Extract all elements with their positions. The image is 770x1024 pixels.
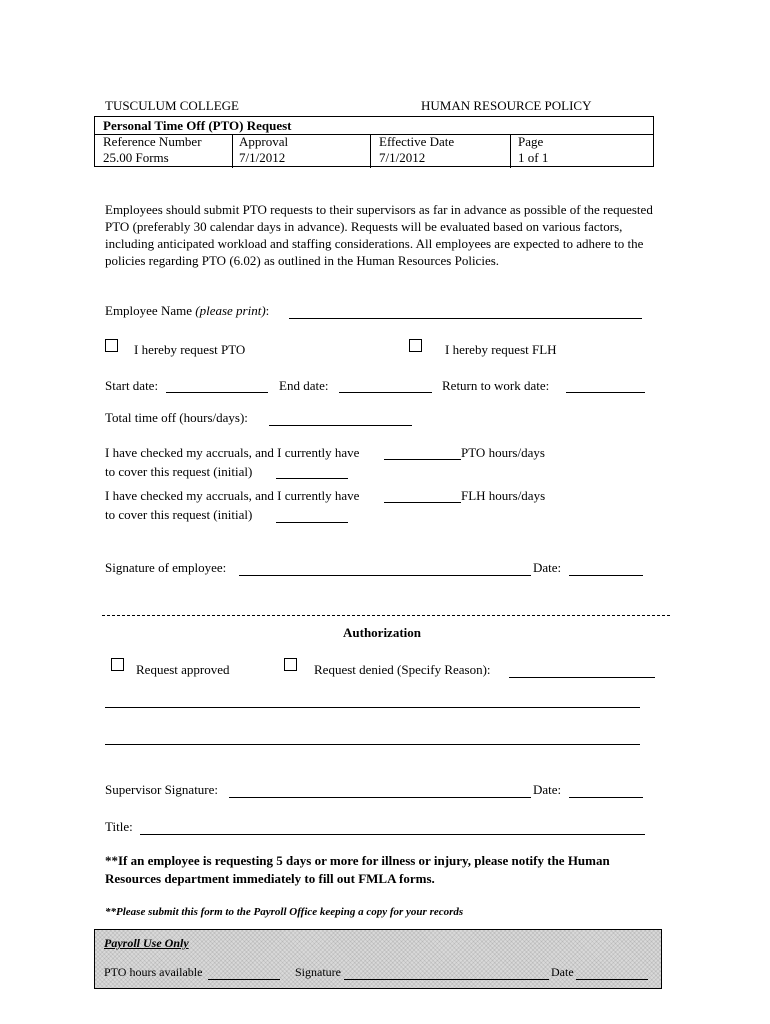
policy-info-table [94,116,654,167]
cover-pto-text: to cover this request (initial) [105,464,253,479]
effective-date-value: 7/1/2012 [379,150,426,165]
end-date-label: End date: [279,378,329,393]
total-time-label: Total time off (hours/days): [105,410,248,425]
reference-number-label: Reference Number [103,134,202,149]
request-denied-checkbox[interactable] [284,658,297,671]
employee-name-label: Employee Name (please print): [105,303,270,318]
accrual-pto-unit: PTO hours/days [461,445,545,460]
return-date-field[interactable] [566,392,645,393]
supervisor-signature-label: Supervisor Signature: [105,782,219,797]
start-date-label: Start date: [105,378,159,393]
form-title: Personal Time Off (PTO) Request [103,118,292,133]
request-approved-label: Request approved [136,662,230,677]
title-field[interactable] [140,834,645,835]
denied-reason-field[interactable] [509,677,655,678]
employee-signature-label: Signature of employee: [105,560,227,575]
payroll-date-label: Date [551,965,574,979]
approval-value: 7/1/2012 [239,150,286,165]
total-time-field[interactable] [269,425,412,426]
college-name: TUSCULUM COLLEGE [105,98,239,113]
request-approved-checkbox[interactable] [111,658,124,671]
intro-paragraph: Employees should submit PTO requests to their supervisors as far in advance as possible of the requested PTO (preferably 30 calendar days in advance). Requests will be evaluated based on various factors, including anticipated workload and staffing considerations. All employees are expected to adhere to the policies regarding PTO (6.02) as outlined in the Human Resources Policies. [105,202,653,268]
fmla-notice-line-1: **If an employee is requesting 5 days or more for illness or injury, please notify the Human [105,853,610,868]
employee-date-label: Date: [533,560,562,575]
cover-flh-text: to cover this request (initial) [105,507,253,522]
accrual-pto-field[interactable] [384,459,461,460]
authorization-heading: Authorization [343,625,421,640]
accrual-flh-field[interactable] [384,502,461,503]
accrual-flh-unit: FLH hours/days [461,488,546,503]
denied-reason-line-2[interactable] [105,707,640,708]
request-flh-checkbox[interactable] [409,339,422,352]
payroll-heading: Payroll Use Only [104,936,189,950]
supervisor-date-label: Date: [533,782,562,797]
supervisor-signature-field[interactable] [229,797,531,798]
payroll-use-box [94,929,662,989]
request-pto-checkbox[interactable] [105,339,118,352]
denied-reason-line-3[interactable] [105,744,640,745]
pto-available-label: PTO hours available [104,965,203,979]
pto-available-field[interactable] [208,979,280,980]
cover-flh-initial-field[interactable] [276,522,348,523]
employee-date-field[interactable] [569,575,643,576]
approval-label: Approval [239,134,289,149]
reference-number-value: 25.00 Forms [103,150,169,165]
cover-pto-initial-field[interactable] [276,478,348,479]
employee-signature-field[interactable] [239,575,531,576]
payroll-signature-label: Signature [295,965,341,979]
request-pto-label: I hereby request PTO [134,342,246,357]
accrual-flh-text: I have checked my accruals, and I currently have [105,488,360,503]
policy-title: HUMAN RESOURCE POLICY [421,98,592,113]
payroll-signature-field[interactable] [344,979,549,980]
request-denied-label: Request denied (Specify Reason): [314,662,491,677]
policy-info-row [95,134,653,167]
return-date-label: Return to work date: [442,378,550,393]
payroll-submit-notice: **Please submit this form to the Payroll Office keeping a copy for your records [105,906,464,918]
accrual-pto-text: I have checked my accruals, and I currently have [105,445,360,460]
start-date-field[interactable] [166,392,268,393]
payroll-date-field[interactable] [576,979,648,980]
page-value: 1 of 1 [518,150,549,165]
request-flh-label: I hereby request FLH [445,342,557,357]
fmla-notice-line-2: Resources department immediately to fill out FMLA forms. [105,871,435,886]
effective-date-label: Effective Date [379,134,455,149]
supervisor-date-field[interactable] [569,797,643,798]
title-label: Title: [105,819,133,834]
section-divider [102,615,670,616]
page-label: Page [518,134,544,149]
employee-name-field[interactable] [289,318,642,319]
end-date-field[interactable] [339,392,432,393]
